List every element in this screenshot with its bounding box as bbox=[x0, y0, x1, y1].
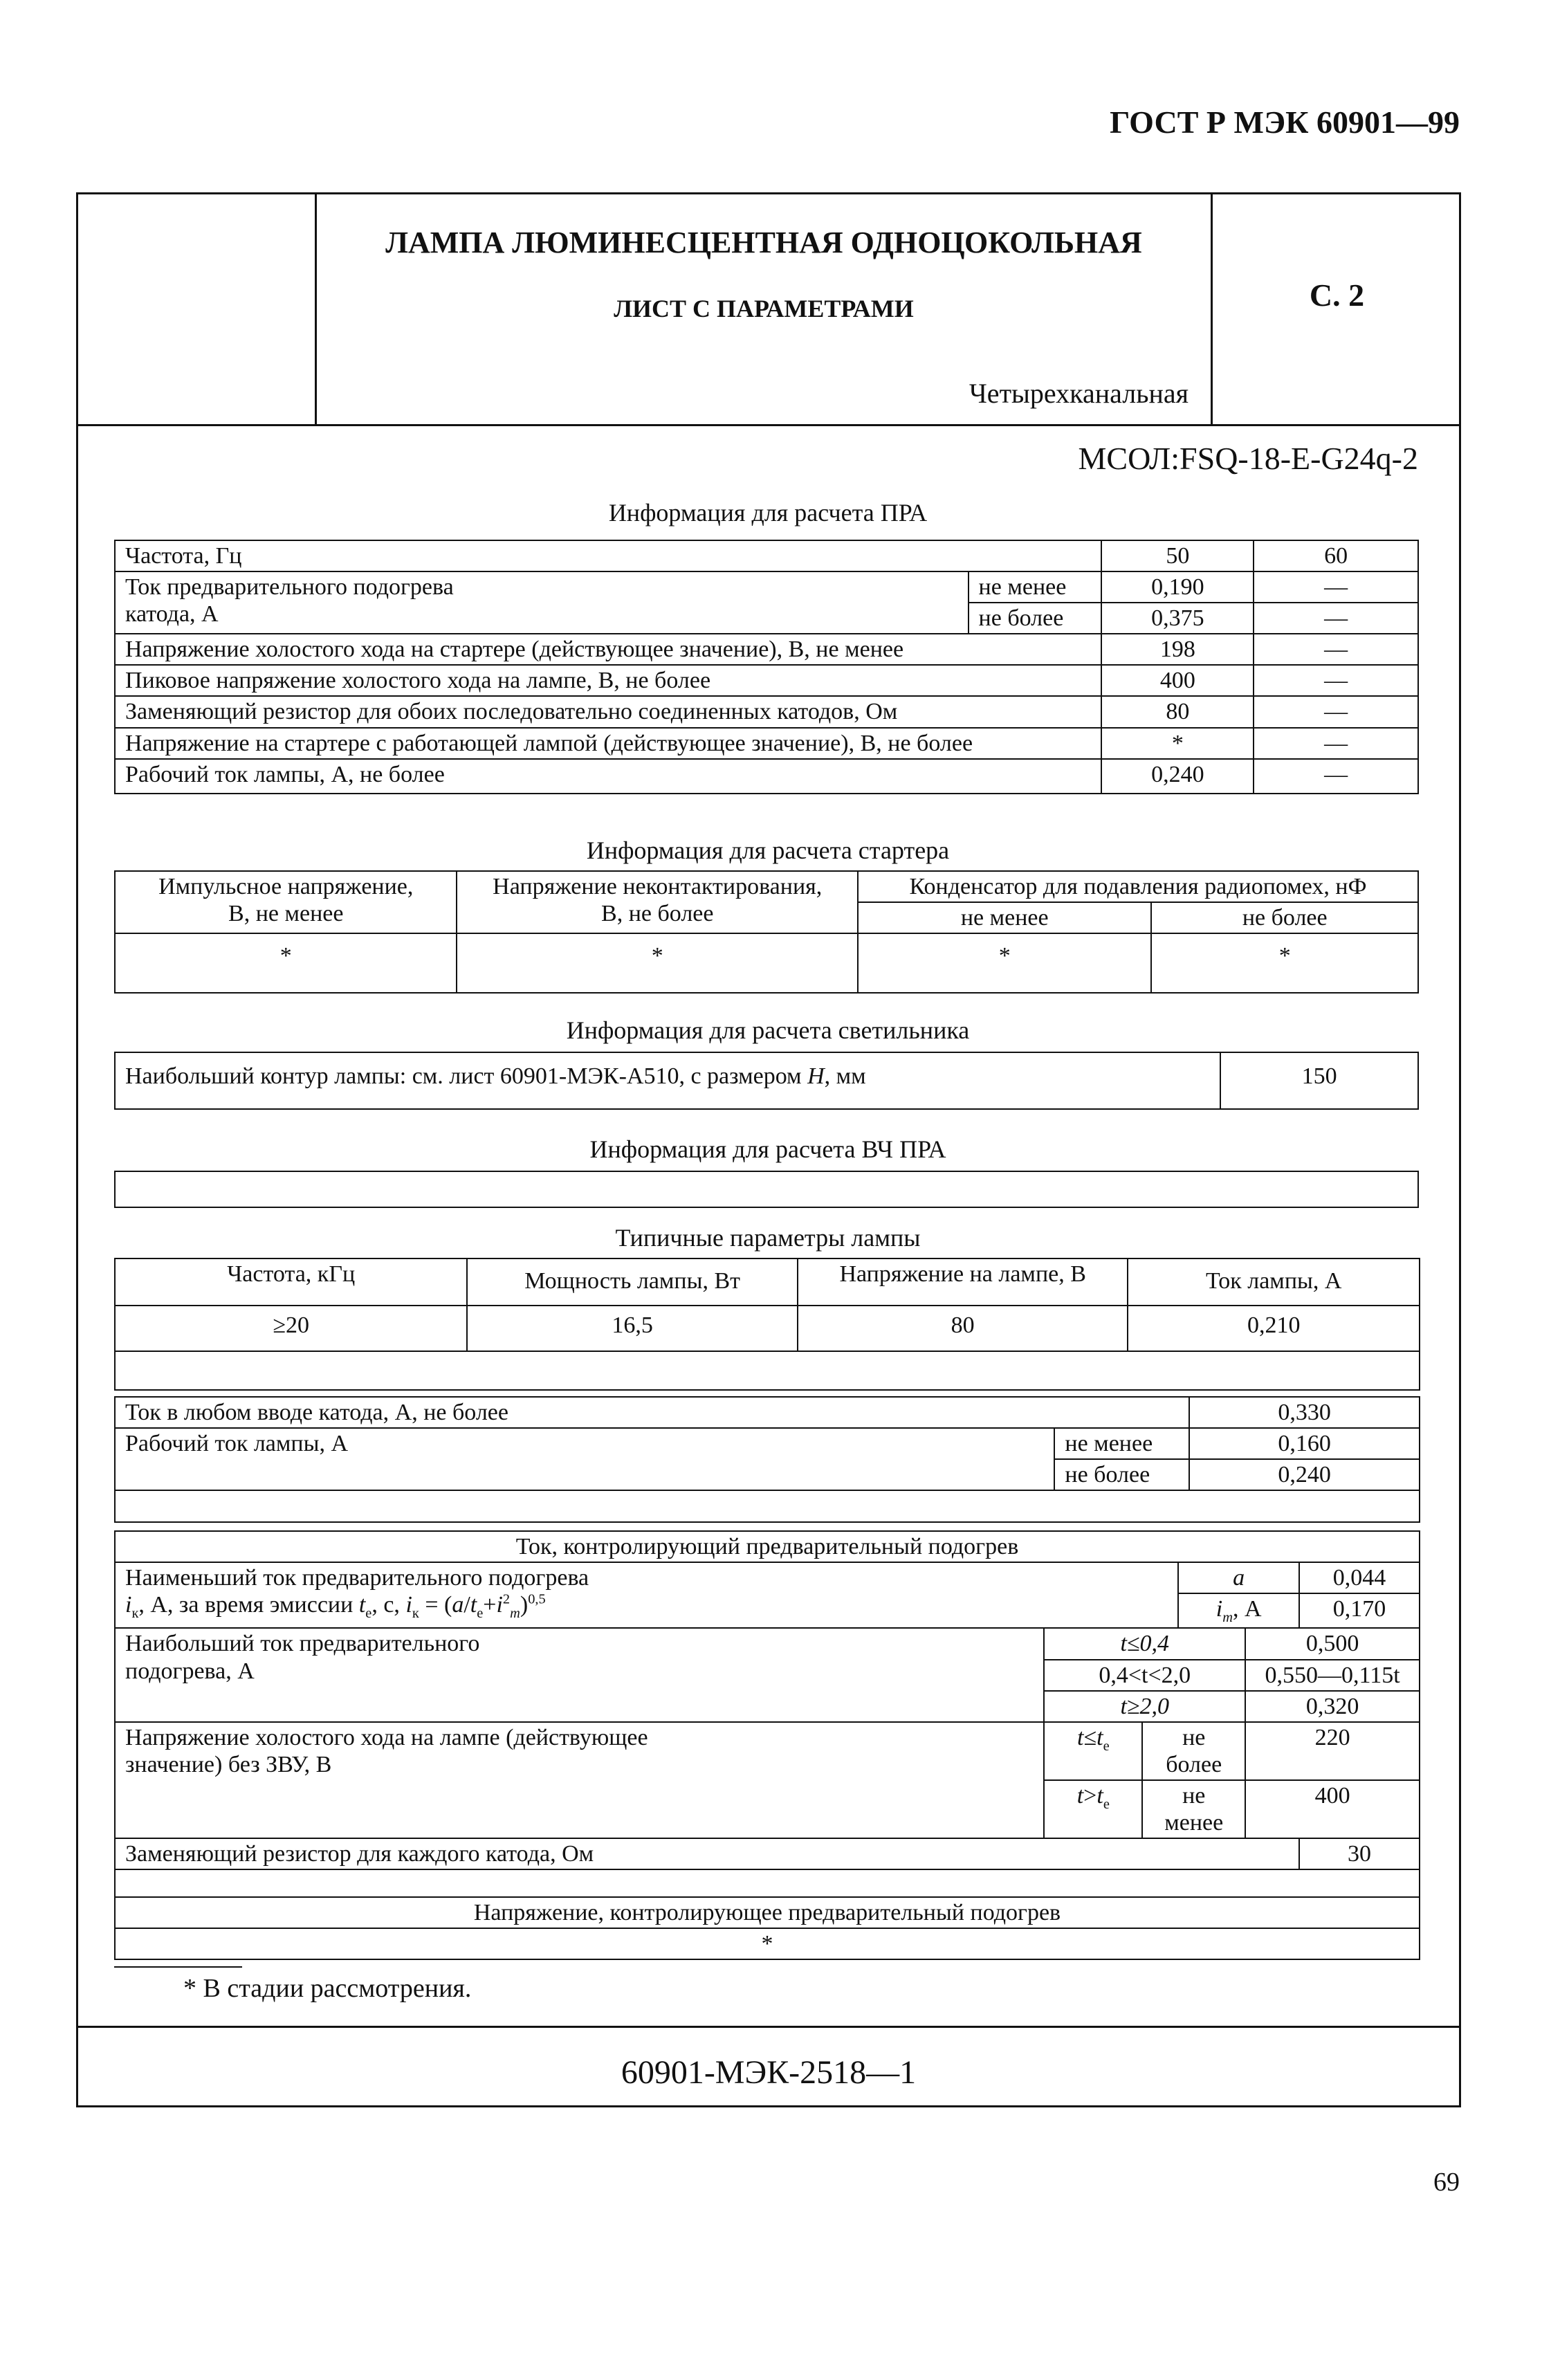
preheat-table bbox=[114, 1530, 1420, 1960]
working-max-value: 0,240 bbox=[1189, 1459, 1420, 1490]
t-condition-3: t≥2,0 bbox=[1044, 1691, 1245, 1722]
preheat-label-line1: Ток предварительного подогрева bbox=[125, 574, 454, 601]
row-value-60: — bbox=[1254, 759, 1418, 794]
sheet-subtitle: ЛИСТ С ПАРАМЕТРАМИ bbox=[614, 295, 914, 322]
table-row bbox=[115, 1052, 1418, 1109]
table-row bbox=[115, 1258, 1420, 1306]
starter-value: * bbox=[115, 933, 457, 993]
freq-label: Частота, Гц bbox=[115, 540, 1101, 571]
table-row bbox=[115, 634, 1418, 665]
label-text: подогрева, А bbox=[125, 1658, 255, 1684]
header-divider-left bbox=[315, 192, 317, 425]
preheat-max-50: 0,375 bbox=[1101, 603, 1254, 634]
preheat-min-label: не менее bbox=[969, 571, 1102, 603]
preheat-max-60: — bbox=[1254, 603, 1418, 634]
param-a-label bbox=[1178, 1562, 1299, 1593]
ocv-limit-1: не более bbox=[1142, 1722, 1245, 1780]
table-row bbox=[115, 696, 1418, 727]
label-text: Наименьший ток предварительного подогрева bbox=[125, 1565, 589, 1591]
typical-freq-value: ≥20 bbox=[115, 1306, 467, 1351]
spacer-row bbox=[115, 1490, 1420, 1522]
typical-voltage-header: Напряжение на лампе, В bbox=[798, 1258, 1128, 1306]
typical-power-header: Мощность лампы, Вт bbox=[467, 1258, 798, 1306]
table-row bbox=[115, 1722, 1420, 1780]
table-row bbox=[115, 1897, 1420, 1928]
table-row bbox=[115, 1928, 1420, 1959]
row-label: Рабочий ток лампы, А, не более bbox=[115, 759, 1101, 794]
label-var: H bbox=[807, 1063, 825, 1089]
preheat-max-label: не более bbox=[969, 603, 1102, 634]
hf-caption: Информация для расчета ВЧ ПРА bbox=[589, 1135, 946, 1163]
label-text: Напряжение холостого хода на лампе (действующее bbox=[125, 1724, 648, 1750]
typical-caption: Типичные параметры лампы bbox=[615, 1224, 921, 1252]
hf-empty-box bbox=[114, 1171, 1419, 1208]
header-line: Напряжение неконтактирования, bbox=[493, 874, 823, 899]
starter-table bbox=[114, 870, 1419, 994]
cathode-current-label: Ток в любом вводе катода, А, не более bbox=[115, 1397, 1189, 1428]
header-line: Импульсное напряжение, bbox=[158, 874, 414, 899]
ocv-value-1: 220 bbox=[1245, 1722, 1420, 1780]
table-row bbox=[115, 1490, 1420, 1522]
footer-top-line bbox=[76, 2026, 1461, 2028]
row-value-60: — bbox=[1254, 728, 1418, 759]
table-row bbox=[115, 933, 1418, 993]
row-value-60: — bbox=[1254, 665, 1418, 696]
table-row bbox=[115, 1351, 1420, 1390]
row-value-50: 400 bbox=[1101, 665, 1254, 696]
table-row bbox=[115, 1397, 1420, 1428]
capacitor-min-header: не менее bbox=[858, 902, 1151, 933]
typical-voltage-value: 80 bbox=[798, 1306, 1128, 1351]
table-row bbox=[115, 571, 1418, 603]
footer-code: 60901-МЭК-2518—1 bbox=[621, 2054, 917, 2091]
footnote-rule bbox=[114, 1966, 242, 1968]
t-condition-1: t≤0,4 bbox=[1044, 1628, 1245, 1659]
starter-caption: Информация для расчета стартера bbox=[586, 836, 950, 864]
typical-power-value: 16,5 bbox=[467, 1306, 798, 1351]
table-row bbox=[115, 1838, 1420, 1869]
table-row bbox=[115, 1428, 1420, 1459]
ocv-label bbox=[115, 1722, 1044, 1838]
table-row bbox=[115, 1562, 1420, 1593]
row-value-50: 0,240 bbox=[1101, 759, 1254, 794]
table-row bbox=[115, 728, 1418, 759]
capacitor-header: Конденсатор для подавления радиопомех, нФ bbox=[858, 871, 1418, 902]
footnote: * В стадии рассмотрения. bbox=[183, 1974, 472, 2003]
freq-60: 60 bbox=[1254, 540, 1418, 571]
pra-caption: Информация для расчета ПРА bbox=[608, 499, 928, 527]
param-im-label: $i_m$, А bbox=[1178, 1593, 1299, 1628]
header-bottom-line bbox=[76, 424, 1461, 426]
resistor-label: Заменяющий резистор для каждого катода, Ом bbox=[115, 1838, 1299, 1869]
luminaire-value: 150 bbox=[1220, 1052, 1418, 1109]
ocv-value-2: 400 bbox=[1245, 1780, 1420, 1838]
table-row bbox=[115, 540, 1418, 571]
row-value-50: * bbox=[1101, 728, 1254, 759]
param-im-value: 0,170 bbox=[1299, 1593, 1420, 1628]
working-max-label: не более bbox=[1054, 1459, 1189, 1490]
typical-current-header: Ток лампы, А bbox=[1128, 1258, 1420, 1306]
working-min-value: 0,160 bbox=[1189, 1428, 1420, 1459]
starter-noncontact-header bbox=[457, 871, 858, 933]
sheet-title: ЛАМПА ЛЮМИНЕСЦЕНТНАЯ ОДНОЦОКОЛЬНАЯ bbox=[385, 226, 1142, 259]
resistor-value: 30 bbox=[1299, 1838, 1420, 1869]
min-preheat-label bbox=[115, 1562, 1178, 1628]
lamp-designation: МСОЛ:FSQ-18-E-G24q-2 bbox=[1078, 441, 1418, 476]
preheat-caption: Ток, контролирующий предварительный подогрев bbox=[115, 1531, 1420, 1562]
cathode-current-value: 0,330 bbox=[1189, 1397, 1420, 1428]
typical-current-value: 0,210 bbox=[1128, 1306, 1420, 1351]
row-label: Заменяющий резистор для обоих последовательно соединенных катодов, Ом bbox=[115, 696, 1101, 727]
table-row bbox=[115, 1869, 1420, 1897]
label-text: Наибольший ток предварительного bbox=[125, 1631, 480, 1657]
capacitor-max-header: не более bbox=[1151, 902, 1418, 933]
table-row bbox=[115, 1306, 1420, 1351]
freq-50: 50 bbox=[1101, 540, 1254, 571]
starter-value: * bbox=[1151, 933, 1418, 993]
row-value-50: 198 bbox=[1101, 634, 1254, 665]
row-label: Напряжение на стартере с работающей лампой (действующее значение), В, не более bbox=[115, 728, 1101, 759]
row-value-60: — bbox=[1254, 696, 1418, 727]
t-condition-2: 0,4<t<2,0 bbox=[1044, 1660, 1245, 1691]
label-text: значение) без ЗВУ, В bbox=[125, 1751, 332, 1777]
param-a-value: 0,044 bbox=[1299, 1562, 1420, 1593]
luminaire-table bbox=[114, 1052, 1419, 1110]
header-line: В, не менее bbox=[228, 901, 344, 927]
voltage-preheat-value: * bbox=[115, 1928, 1420, 1959]
row-label: Пиковое напряжение холостого хода на лампе, В, не более bbox=[115, 665, 1101, 696]
sheet-type: Четырехканальная bbox=[969, 378, 1189, 409]
min-preheat-formula: $i_к$, А, за время эмиссии $t_e$, с, $i_к = (a/t_e+i^2_m)^{0,5}$ bbox=[125, 1591, 546, 1621]
table-row bbox=[115, 665, 1418, 696]
starter-pulse-header bbox=[115, 871, 457, 933]
header-line: В, не более bbox=[601, 901, 714, 927]
spacer-row bbox=[115, 1869, 1420, 1897]
preheat-min-60: — bbox=[1254, 571, 1418, 603]
currents-table bbox=[114, 1396, 1420, 1523]
starter-value: * bbox=[457, 933, 858, 993]
row-label: Напряжение холостого хода на стартере (действующее значение), В, не менее bbox=[115, 634, 1101, 665]
ocv-limit-2: не менее bbox=[1142, 1780, 1245, 1838]
page-label: С. 2 bbox=[1309, 277, 1365, 313]
working-current-label: Рабочий ток лампы, А bbox=[115, 1428, 1054, 1490]
working-min-label: не менее bbox=[1054, 1428, 1189, 1459]
label-text: Наибольший контур лампы: см. лист 60901-МЭК-А510, с размером bbox=[125, 1063, 808, 1089]
voltage-preheat-caption: Напряжение, контролирующее предварительный подогрев bbox=[115, 1897, 1420, 1928]
typical-table bbox=[114, 1258, 1420, 1391]
starter-value: * bbox=[858, 933, 1151, 993]
table-row bbox=[115, 1628, 1420, 1659]
table-row bbox=[115, 759, 1418, 794]
header-divider-right bbox=[1211, 192, 1213, 425]
luminaire-label bbox=[115, 1052, 1220, 1109]
preheat-label-line2: катода, А bbox=[125, 601, 219, 628]
preheat-min-50: 0,190 bbox=[1101, 571, 1254, 603]
table-row bbox=[115, 871, 1418, 902]
luminaire-caption: Информация для расчета светильника bbox=[566, 1016, 970, 1044]
spacer-row bbox=[115, 1351, 1420, 1390]
t-value-2: 0,550—0,115t bbox=[1245, 1660, 1420, 1691]
t-value-1: 0,500 bbox=[1245, 1628, 1420, 1659]
row-value-50: 80 bbox=[1101, 696, 1254, 727]
table-row bbox=[115, 1531, 1420, 1562]
max-preheat-label bbox=[115, 1628, 1044, 1721]
preheat-label bbox=[115, 571, 969, 634]
ocv-condition-2: $t>t_e$ bbox=[1044, 1780, 1142, 1838]
document-header: ГОСТ Р МЭК 60901—99 bbox=[1110, 104, 1460, 140]
page-number: 69 bbox=[1433, 2168, 1460, 2197]
row-value-60: — bbox=[1254, 634, 1418, 665]
t-value-3: 0,320 bbox=[1245, 1691, 1420, 1722]
param-a: a bbox=[1233, 1565, 1245, 1591]
ocv-condition-1: $t\le t_e$ bbox=[1044, 1722, 1142, 1780]
typical-freq-header: Частота, кГц bbox=[115, 1258, 467, 1306]
pra-table bbox=[114, 540, 1419, 794]
label-text: , мм bbox=[824, 1063, 866, 1089]
